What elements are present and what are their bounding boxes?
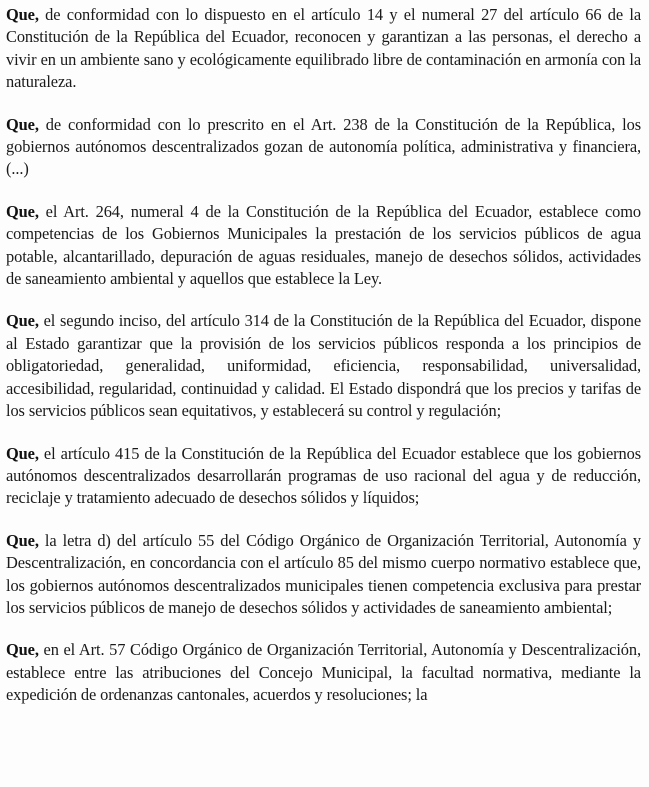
- paragraph-lead: Que,: [6, 640, 39, 660]
- paragraph-1: [6, 4, 641, 94]
- paragraph-7: [6, 639, 641, 706]
- document-body: [6, 4, 641, 727]
- paragraph-lead: Que,: [6, 5, 39, 24]
- paragraph-2: [6, 114, 641, 181]
- paragraph-6: [6, 530, 641, 620]
- paragraph-lead: Que,: [6, 114, 39, 134]
- paragraph-text: de conformidad con lo prescrito en el Art. 238 de la Constitución de la República, los gobiernos autónomos descentralizados gozan de autonomía política, administrativa y financiera, (...): [6, 114, 641, 179]
- paragraph-lead: Que,: [6, 530, 39, 550]
- paragraph-text: en el Art. 57 Código Orgánico de Organización Territorial, Autonomía y Descentralización, establece entre las atribuciones del Concejo Municipal, la facultad normativa, mediante la expedición de ordenanzas cantonales, acuerdos y resoluciones; la: [6, 640, 641, 705]
- paragraph-lead: Que,: [6, 311, 39, 331]
- paragraph-3: [6, 201, 641, 291]
- paragraph-lead: Que,: [6, 443, 39, 463]
- paragraph-4: [6, 310, 641, 422]
- paragraph-lead: Que,: [6, 201, 39, 221]
- paragraph-5: [6, 443, 641, 510]
- paragraph-text: la letra d) del artículo 55 del Código Orgánico de Organización Territorial, Autonomía y Descentralización, en concordancia con el artículo 85 del mismo cuerpo normativo establece que, los gobiernos autónomos descentralizados municipales tienen competencia exclusiva para prestar los servicios públicos de manejo de desechos sólidos y actividades de saneamiento ambiental;: [6, 530, 641, 617]
- paragraph-text: el Art. 264, numeral 4 de la Constitución de la República del Ecuador, establece como competencias de los Gobiernos Municipales la prestación de los servicios públicos de agua potable, alcantarillado, depuración de aguas residuales, manejo de desechos sólidos, actividades de saneamiento ambiental y aquellos que establece la Ley.: [6, 201, 641, 289]
- paragraph-text: el segundo inciso, del artículo 314 de la Constitución de la República del Ecuador, dispone al Estado garantizar que la provisión de los servicios públicos responda a los principios de obligatoriedad, generalidad, uniformidad, eficiencia, responsabilidad, universalidad, accesibilidad, regularidad, continuidad y calidad. El Estado dispondrá que los precios y tarifas de los servicios públicos sean equitativos, y establecerá su control y regulación;: [6, 311, 641, 421]
- paragraph-text: el artículo 415 de la Constitución de la República del Ecuador establece que los gobiernos autónomos descentralizados desarrollarán programas de uso racional del agua y de reducción, reciclaje y tratamiento adecuado de desechos sólidos y líquidos;: [6, 443, 641, 508]
- paragraph-text: de conformidad con lo dispuesto en el artículo 14 y el numeral 27 del artículo 66 de la Constitución de la República del Ecuador, reconocen y garantizan a las personas, el derecho a vivir en un ambiente sano y ecológicamente equilibrado libre de contaminación en armonía con la naturaleza.: [6, 5, 641, 92]
